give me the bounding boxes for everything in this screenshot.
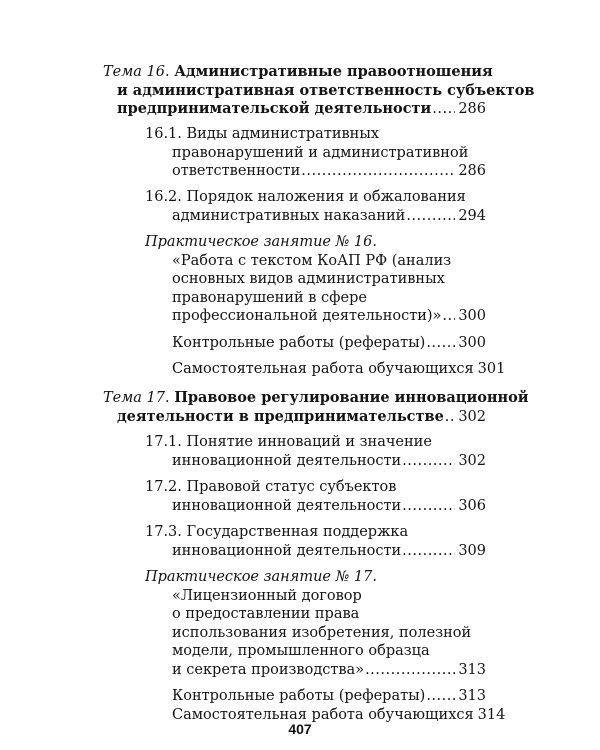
page-number: 407: [288, 721, 312, 737]
section-16-1-line1: 16.1. Виды административных: [145, 126, 380, 142]
page-ref: 302: [458, 409, 486, 425]
self-work-17-entry[interactable]: Самостоятельная работа обучающихся 314: [172, 707, 506, 723]
page-ref: 286: [458, 163, 486, 179]
practice-16-entry[interactable]: профессиональной деятельности)» ..... 300: [172, 308, 486, 325]
practice-16-line3: правонарушений в сфере: [172, 290, 367, 306]
page-ref: 300: [458, 308, 486, 324]
page-ref: 294: [458, 208, 486, 224]
section-17-2-line1: 17.2. Правовой статус субъектов: [145, 479, 397, 495]
section-17-1-line1: 17.1. Понятие инноваций и значение: [145, 434, 432, 450]
topic-17-entry[interactable]: деятельности в предпринимательстве ..... 302: [117, 408, 486, 426]
page-ref: 301: [477, 361, 506, 377]
leader-dots: [402, 498, 455, 515]
leader-dots: [402, 453, 455, 470]
section-16-2-entry[interactable]: административных наказаний ..... 294: [172, 208, 486, 225]
leader-dots: [445, 409, 456, 426]
section-16-1-entry[interactable]: ответственности ..... 286: [172, 163, 486, 180]
page-ref: 309: [458, 543, 486, 559]
page-ref: 313: [458, 662, 486, 678]
section-17-3-line1: 17.3. Государственная поддержка: [145, 524, 409, 540]
practice-17-line4: модели, промышленного образца: [172, 643, 430, 659]
page-ref: 300: [458, 335, 486, 351]
practice-17-line2: о предоставлении права: [172, 606, 360, 622]
control-work-17-entry[interactable]: Контрольные работы (рефераты) ..... 313: [172, 688, 486, 705]
leader-dots: [442, 308, 455, 325]
practice-16-line1: «Работа с текстом КоАП РФ (анализ: [172, 253, 452, 269]
leader-dots: [426, 688, 455, 705]
leader-dots: [402, 543, 455, 560]
self-work-16-entry[interactable]: Самостоятельная работа обучающихся 301: [172, 361, 506, 377]
topic-17-heading-line1: [103, 389, 529, 407]
page-ref: 306: [458, 498, 486, 514]
practice-17-entry[interactable]: и секрета производства» ..... 313: [172, 662, 486, 679]
topic-16-entry[interactable]: предпринимательской деятельности ..... 286: [117, 100, 486, 118]
practice-17-line3: использования изобретения, полезной: [172, 625, 472, 641]
page-ref: 313: [458, 688, 486, 704]
leader-dots: [301, 163, 455, 180]
section-16-2-line1: 16.2. Порядок наложения и обжалования: [145, 189, 466, 205]
topic-17-label: Тема 17.: [103, 390, 170, 406]
topic-16-heading-line1: [103, 63, 493, 81]
section-17-2-entry[interactable]: инновационной деятельности ..... 306: [172, 498, 486, 515]
practice-16-label: Практическое занятие № 16.: [145, 234, 377, 250]
page-ref: 286: [458, 101, 486, 117]
page-ref: 314: [477, 707, 506, 723]
page-ref: 302: [458, 453, 486, 469]
topic-17-title: Правовое регулирование инновационной: [174, 389, 529, 406]
practice-16-line2: основных видов административных: [172, 271, 445, 287]
practice-17-label: Практическое занятие № 17.: [145, 569, 377, 585]
leader-dots: [426, 335, 455, 352]
control-work-16-entry[interactable]: Контрольные работы (рефераты) ..... 300: [172, 335, 486, 352]
topic-16-title: Административные правоотношения: [174, 63, 493, 80]
leader-dots: [365, 662, 455, 679]
section-16-1-line2: правонарушений и административной: [172, 145, 469, 161]
leader-dots: [432, 101, 455, 118]
section-17-3-entry[interactable]: инновационной деятельности ..... 309: [172, 543, 486, 560]
section-17-1-entry[interactable]: инновационной деятельности ..... 302: [172, 453, 486, 470]
topic-16-heading-line2: и административная ответственность субъектов: [117, 82, 535, 99]
topic-16-label: Тема 16.: [103, 64, 170, 80]
leader-dots: [406, 208, 455, 225]
practice-17-line1: «Лицензионный договор: [172, 588, 362, 604]
